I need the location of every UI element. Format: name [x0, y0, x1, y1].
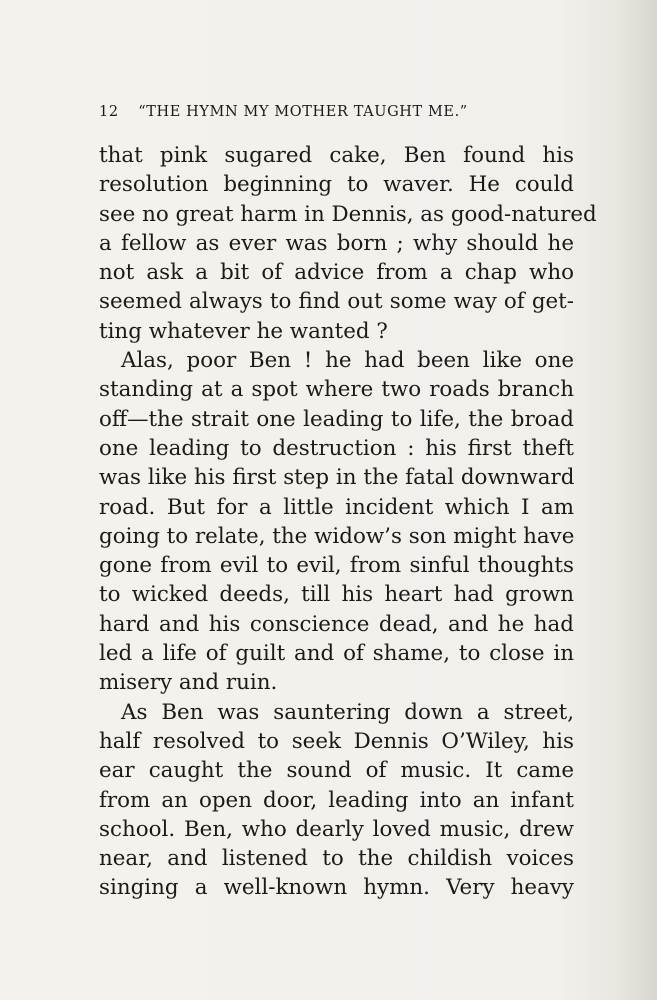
- text-line: misery and ruin.: [99, 670, 278, 696]
- running-title: “THE HYMN MY MOTHER TAUGHT ME.”: [138, 104, 468, 120]
- text-line: one leading to destruction : his first theft: [99, 435, 574, 461]
- text-line: As Ben was sauntering down a street,: [121, 699, 574, 725]
- text-line: to wicked deeds, till his heart had grown: [99, 582, 574, 608]
- text-line: ting whatever he wanted ?: [99, 318, 388, 344]
- page-number: 12: [99, 104, 119, 120]
- text-line: from an open door, leading into an infant: [99, 787, 574, 813]
- text-line: off—the strait one leading to life, the broad: [99, 406, 574, 432]
- text-line: road. But for a little incident which I am: [99, 494, 574, 520]
- text-line: near, and listened to the childish voices: [99, 846, 574, 872]
- text-line: hard and his conscience dead, and he had: [99, 611, 574, 637]
- text-line: that pink sugared cake, Ben found his: [99, 143, 574, 168]
- text-line: see no great harm in Dennis, as good-natured: [99, 201, 597, 227]
- text-line: half resolved to seek Dennis O’Wiley, his: [99, 728, 574, 754]
- text-line: singing a well-known hymn. Very heavy: [99, 875, 574, 901]
- running-header: [99, 104, 579, 120]
- text-line: school. Ben, who dearly loved music, drew: [99, 816, 574, 842]
- text-line: Alas, poor Ben ! he had been like one: [121, 348, 574, 374]
- text-line: seemed always to find out some way of get-: [99, 289, 574, 315]
- text-line: not ask a bit of advice from a chap who: [99, 260, 574, 286]
- text-line: was like his first step in the fatal downward: [99, 465, 575, 491]
- text-line: gone from evil to evil, from sinful thoughts: [99, 553, 574, 579]
- text-line: resolution beginning to waver. He could: [99, 172, 574, 198]
- text-line: led a life of guilt and of shame, to close in: [99, 641, 574, 667]
- text-line: going to relate, the widow’s son might have: [99, 523, 575, 549]
- text-line: ear caught the sound of music. It came: [99, 758, 574, 784]
- body-text: [99, 141, 597, 903]
- text-line: a fellow as ever was born ; why should he: [99, 230, 574, 256]
- text-line: standing at a spot where two roads branch: [99, 377, 574, 403]
